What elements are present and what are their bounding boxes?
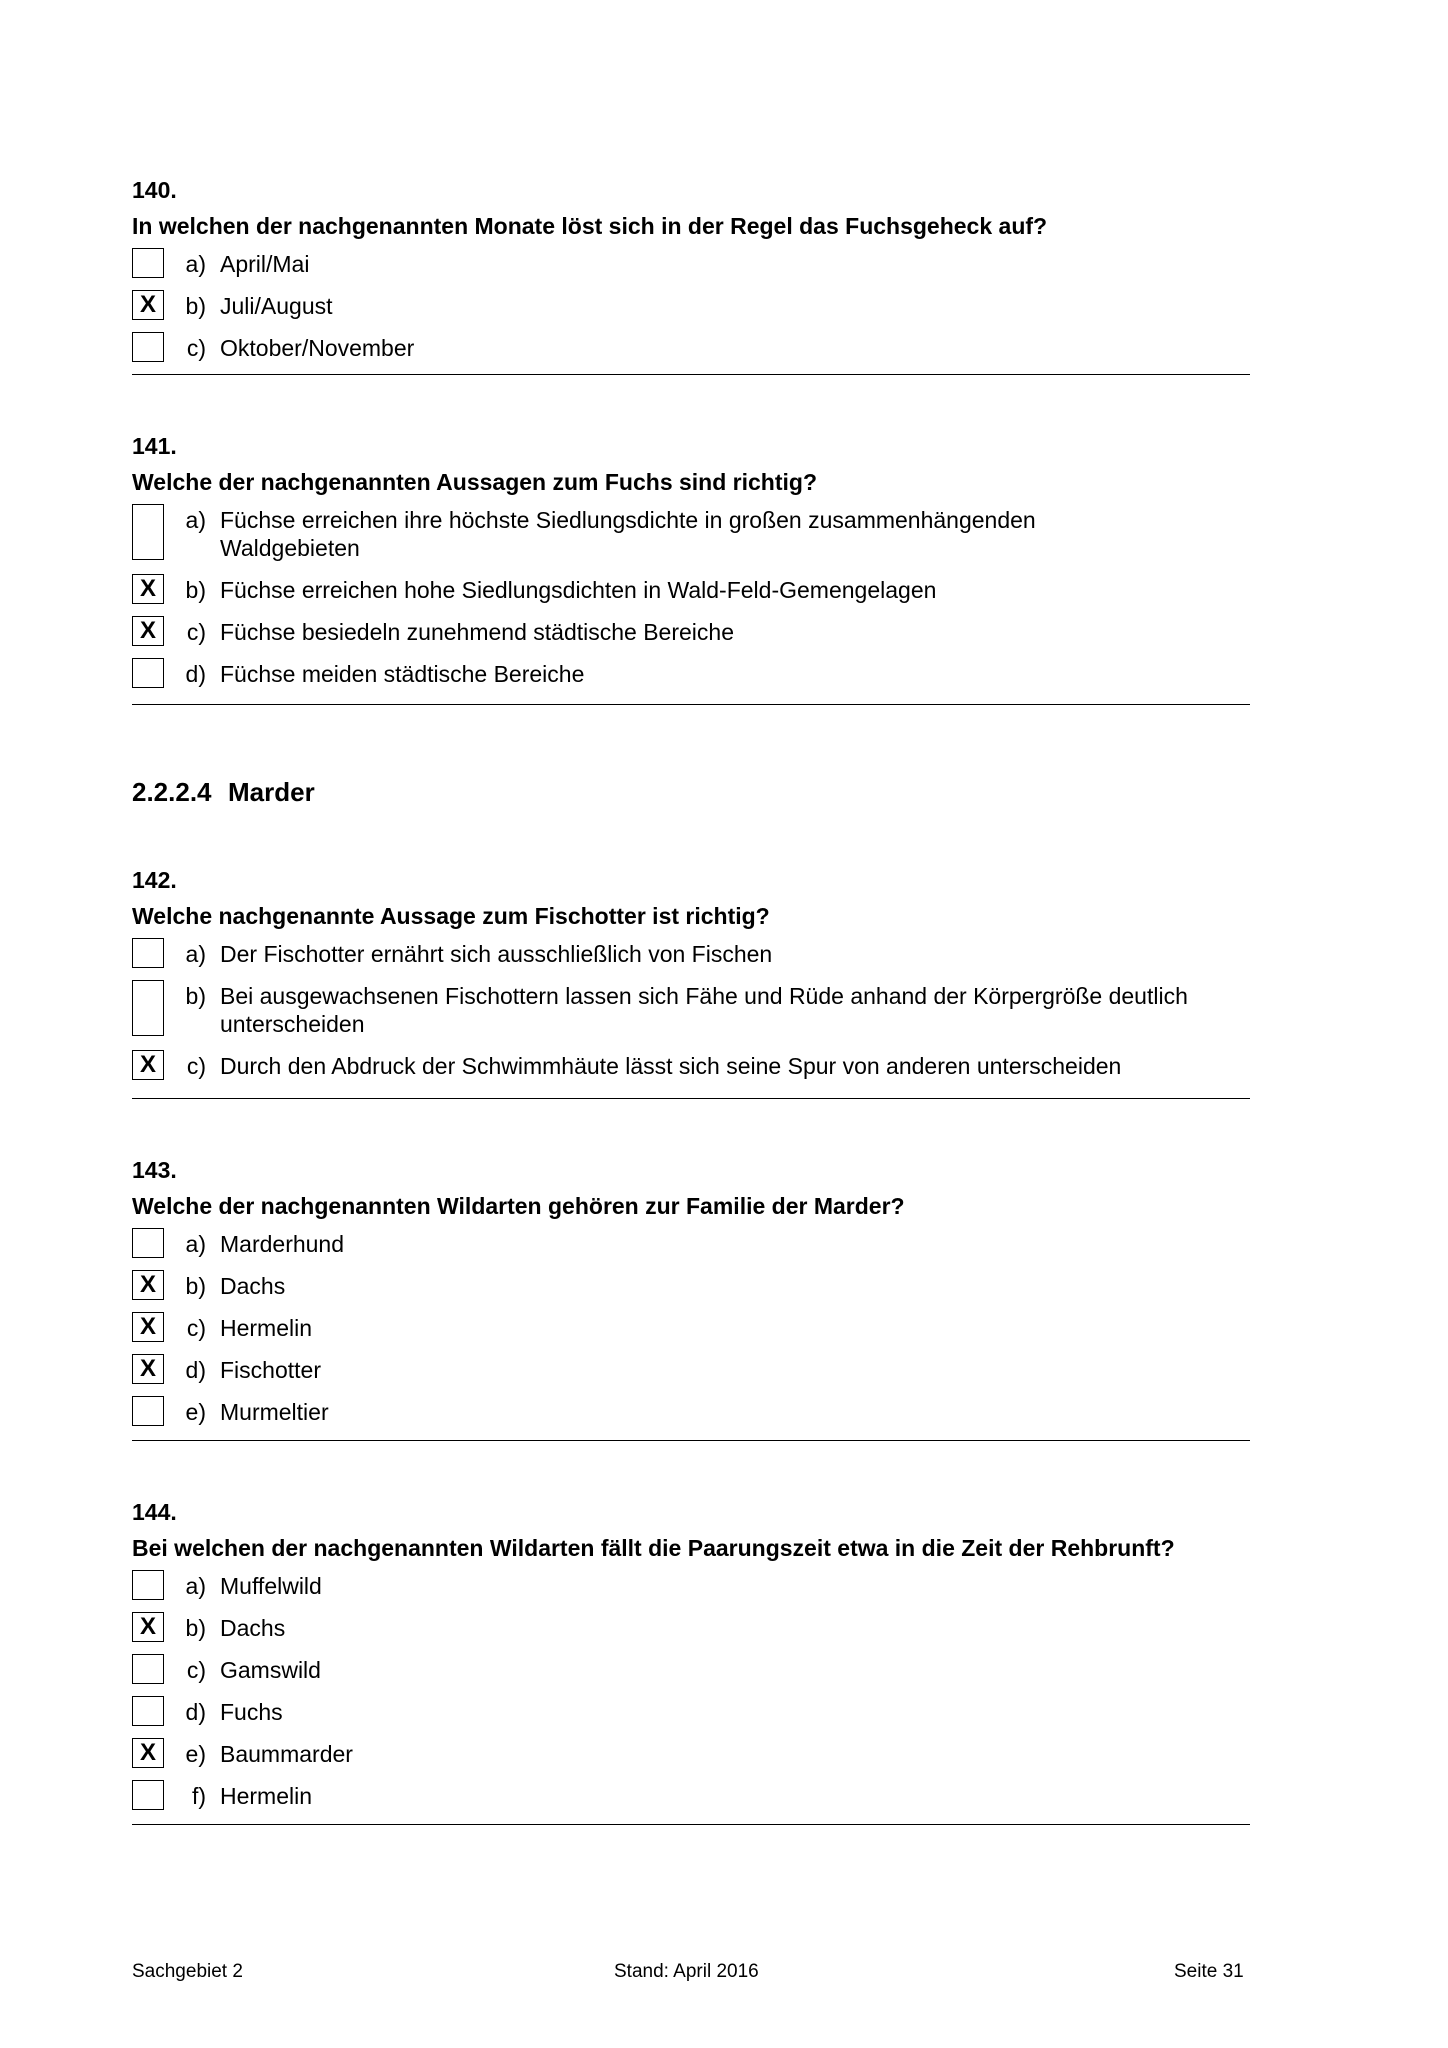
answer-options — [132, 1226, 1252, 1436]
question-140 — [132, 176, 1252, 372]
answer-option-e — [132, 1394, 1252, 1436]
answer-checkbox[interactable] — [132, 248, 164, 278]
option-text: Gamswild — [220, 1657, 321, 1683]
answer-option-a — [132, 936, 1252, 978]
answer-option-a — [132, 1226, 1252, 1268]
option-text: Dachs — [220, 1615, 286, 1641]
answer-options — [132, 502, 1252, 698]
answer-options — [132, 1568, 1252, 1820]
question-text: Welche der nachgenannten Wildarten gehören zur Familie der Marder? — [132, 1193, 905, 1219]
answer-checkbox[interactable]: X — [132, 1050, 164, 1080]
divider — [132, 1440, 1250, 1441]
answer-checkbox[interactable] — [132, 938, 164, 968]
option-text: Baummarder — [220, 1741, 353, 1767]
section-title: Marder — [228, 777, 315, 807]
answer-checkbox[interactable] — [132, 332, 164, 362]
option-text: Dachs — [220, 1273, 286, 1299]
footer-left: Sachgebiet 2 — [132, 1961, 243, 1982]
answer-checkbox[interactable]: X — [132, 1312, 164, 1342]
answer-option-f — [132, 1778, 1252, 1820]
option-letter: a) — [185, 941, 206, 967]
divider — [132, 1824, 1250, 1825]
option-letter: a) — [185, 1573, 206, 1599]
answer-checkbox[interactable] — [132, 1228, 164, 1258]
answer-checkbox[interactable] — [132, 980, 164, 1036]
option-letter: a) — [185, 507, 206, 533]
option-letter: a) — [185, 1231, 206, 1257]
answer-option-c — [132, 330, 1252, 372]
answer-option-c — [132, 1310, 1252, 1352]
option-letter: b) — [185, 983, 206, 1009]
option-text: Der Fischotter ernährt sich ausschließlich von Fischen — [220, 941, 773, 967]
question-text: Welche der nachgenannten Aussagen zum Fuchs sind richtig? — [132, 469, 818, 495]
divider — [132, 704, 1250, 705]
footer-right: Seite 31 — [1174, 1961, 1244, 1982]
answer-checkbox[interactable] — [132, 1570, 164, 1600]
answer-option-e — [132, 1736, 1252, 1778]
option-text: Murmeltier — [220, 1399, 329, 1425]
answer-checkbox[interactable]: X — [132, 1738, 164, 1768]
option-text: Marderhund — [220, 1231, 345, 1257]
answer-option-c — [132, 1048, 1252, 1090]
option-text: Füchse erreichen hohe Siedlungsdichten in Wald-Feld-Gemengelagen — [220, 577, 937, 603]
option-text: Oktober/November — [220, 335, 415, 361]
answer-option-b — [132, 288, 1252, 330]
option-letter: e) — [185, 1399, 206, 1425]
section-number: 2.2.2.4 — [132, 777, 212, 807]
answer-option-a — [132, 246, 1252, 288]
option-letter: f) — [191, 1783, 206, 1809]
footer-center: Stand: April 2016 — [614, 1961, 759, 1982]
option-letter: c) — [186, 1315, 206, 1341]
question-144 — [132, 1498, 1252, 1820]
answer-option-b — [132, 572, 1252, 614]
question-text: Bei welchen der nachgenannten Wildarten fällt die Paarungszeit etwa in die Zeit der Rehbrunft? — [132, 1535, 1175, 1561]
option-letter: b) — [185, 1615, 206, 1641]
answer-checkbox[interactable] — [132, 658, 164, 688]
question-142 — [132, 866, 1252, 1090]
answer-checkbox[interactable]: X — [132, 1354, 164, 1384]
answer-checkbox[interactable] — [132, 1654, 164, 1684]
answer-option-b — [132, 1610, 1252, 1652]
answer-option-a — [132, 502, 1252, 572]
option-letter: d) — [185, 1699, 206, 1725]
option-text: Durch den Abdruck der Schwimmhäute lässt sich seine Spur von anderen unterscheiden — [220, 1053, 1122, 1079]
question-number: 144. — [132, 1499, 177, 1525]
question-text: Welche nachgenannte Aussage zum Fischotter ist richtig? — [132, 903, 770, 929]
option-letter: a) — [185, 251, 206, 277]
answer-checkbox[interactable]: X — [132, 1270, 164, 1300]
option-letter: b) — [185, 293, 206, 319]
option-text: Hermelin — [220, 1315, 313, 1341]
answer-option-d — [132, 1694, 1252, 1736]
option-text: Hermelin — [220, 1783, 313, 1809]
question-number: 140. — [132, 177, 177, 203]
option-text: Fuchs — [220, 1699, 283, 1725]
option-text: Füchse erreichen ihre höchste Siedlungsdichte in großen zusammenhängenden Waldgebieten — [220, 507, 1036, 561]
answer-checkbox[interactable]: X — [132, 574, 164, 604]
answer-options — [132, 936, 1252, 1090]
question-141 — [132, 432, 1252, 698]
answer-checkbox[interactable] — [132, 504, 164, 560]
option-text: Fischotter — [220, 1357, 321, 1383]
option-letter: e) — [185, 1741, 206, 1767]
answer-option-d — [132, 656, 1252, 698]
answer-checkbox[interactable]: X — [132, 290, 164, 320]
question-text: In welchen der nachgenannten Monate löst sich in der Regel das Fuchsgeheck auf? — [132, 213, 1048, 239]
option-text: Muffelwild — [220, 1573, 322, 1599]
option-text: April/Mai — [220, 251, 310, 277]
answer-option-a — [132, 1568, 1252, 1610]
option-letter: c) — [186, 335, 206, 361]
question-143 — [132, 1156, 1252, 1436]
option-letter: d) — [185, 1357, 206, 1383]
answer-options — [132, 246, 1252, 372]
question-number: 141. — [132, 433, 177, 459]
divider — [132, 1098, 1250, 1099]
option-letter: b) — [185, 1273, 206, 1299]
option-text: Füchse besiedeln zunehmend städtische Bereiche — [220, 619, 734, 645]
option-letter: c) — [186, 1657, 206, 1683]
answer-checkbox[interactable] — [132, 1396, 164, 1426]
option-text: Juli/August — [220, 293, 333, 319]
answer-checkbox[interactable]: X — [132, 616, 164, 646]
answer-option-b — [132, 978, 1252, 1048]
question-number: 142. — [132, 867, 177, 893]
answer-checkbox[interactable]: X — [132, 1612, 164, 1642]
option-letter: d) — [185, 661, 206, 687]
answer-checkbox[interactable] — [132, 1780, 164, 1810]
option-letter: b) — [185, 577, 206, 603]
answer-option-d — [132, 1352, 1252, 1394]
answer-option-c — [132, 1652, 1252, 1694]
divider — [132, 374, 1250, 375]
option-text: Bei ausgewachsenen Fischottern lassen sich Fähe und Rüde anhand der Körpergröße deutlich unterscheiden — [220, 983, 1188, 1037]
option-letter: c) — [186, 1053, 206, 1079]
answer-checkbox[interactable] — [132, 1696, 164, 1726]
answer-option-c — [132, 614, 1252, 656]
section-heading — [132, 776, 315, 808]
option-letter: c) — [186, 619, 206, 645]
question-number: 143. — [132, 1157, 177, 1183]
option-text: Füchse meiden städtische Bereiche — [220, 661, 585, 687]
answer-option-b — [132, 1268, 1252, 1310]
